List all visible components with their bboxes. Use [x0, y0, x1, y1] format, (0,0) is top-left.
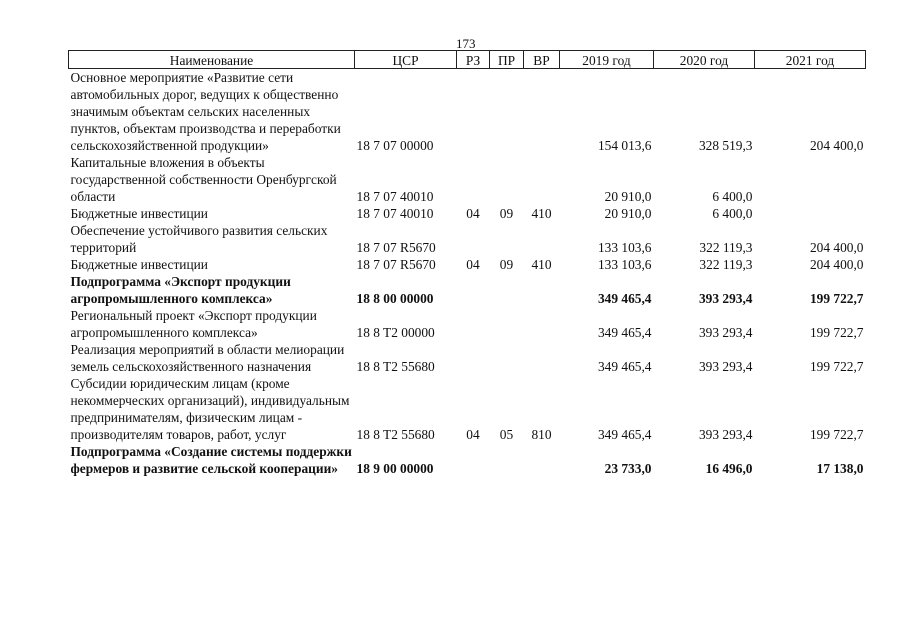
row-vr — [524, 307, 560, 341]
row-amount-2021: 204 400,0 — [809, 138, 864, 153]
row-name: Подпрограмма «Создание системы поддержки фермеров и развитие сельской кооперации» — [70, 444, 352, 476]
row-csr: 18 8 T2 55680 — [356, 359, 435, 374]
col-header-name: Наименование — [69, 51, 355, 69]
row-vr: 410 — [531, 257, 552, 272]
row-amount-2019: 349 465,4 — [597, 359, 652, 374]
row-pr: 05 — [499, 427, 514, 442]
row-amount-2021: 199 722,7 — [809, 359, 864, 374]
row-amount-2019: 23 733,0 — [604, 461, 652, 476]
row-pr — [490, 307, 524, 341]
row-name: Реализация мероприятий в области мелиорации земель сельскохозяйственного назначения — [70, 342, 345, 374]
row-vr — [524, 443, 560, 477]
page-number: 173 — [456, 36, 476, 51]
row-name: Обеспечение устойчивого развития сельских территорий — [70, 223, 328, 255]
row-pr: 09 — [499, 257, 514, 272]
row-pr — [490, 273, 524, 307]
row-csr: 18 7 07 R5670 — [356, 257, 436, 272]
table-row — [69, 307, 866, 341]
row-pr — [490, 341, 524, 375]
row-rz — [457, 69, 490, 155]
col-header-2019: 2019 год — [560, 51, 654, 69]
table-row — [69, 154, 866, 205]
row-amount-2021: 204 400,0 — [809, 257, 864, 272]
row-csr: 18 8 T2 00000 — [356, 325, 435, 340]
row-pr — [490, 154, 524, 205]
row-vr — [524, 69, 560, 155]
row-vr — [524, 341, 560, 375]
row-rz — [457, 154, 490, 205]
table-body — [69, 69, 866, 478]
row-rz: 04 — [466, 257, 480, 272]
row-amount-2019: 154 013,6 — [597, 138, 652, 153]
row-csr: 18 8 00 00000 — [356, 291, 434, 306]
row-vr: 810 — [531, 427, 552, 442]
row-name: Региональный проект «Экспорт продукции агропромышленного комплекса» — [70, 308, 317, 340]
table-row — [69, 341, 866, 375]
col-header-2021: 2021 год — [755, 51, 866, 69]
row-name: Бюджетные инвестиции — [70, 257, 208, 272]
table-row — [69, 69, 866, 155]
row-vr — [524, 222, 560, 256]
row-amount-2021 — [755, 154, 866, 205]
row-rz: 04 — [466, 206, 480, 221]
row-amount-2019: 349 465,4 — [597, 291, 652, 306]
row-name: Основное мероприятие «Развитие сети автомобильных дорог, ведущих к общественно значимым объектам сельских населенных пунктов, объектам производства и переработки сельскохозяйственной продукции» — [70, 70, 341, 153]
row-amount-2019: 349 465,4 — [597, 325, 652, 340]
row-csr: 18 7 07 00000 — [356, 138, 434, 153]
row-amount-2021: 17 138,0 — [816, 461, 864, 476]
table-row — [69, 205, 866, 222]
row-vr — [524, 273, 560, 307]
row-amount-2020: 322 119,3 — [699, 240, 753, 255]
row-amount-2020: 393 293,4 — [698, 427, 753, 442]
row-amount-2021: 204 400,0 — [809, 240, 864, 255]
row-pr — [490, 222, 524, 256]
row-amount-2019: 20 910,0 — [604, 189, 652, 204]
row-rz — [457, 341, 490, 375]
table-row — [69, 273, 866, 307]
row-amount-2019: 133 103,6 — [597, 240, 652, 255]
row-pr — [490, 443, 524, 477]
row-amount-2021 — [755, 205, 866, 222]
row-csr: 18 7 07 40010 — [356, 189, 434, 204]
row-name: Капитальные вложения в объекты государственной собственности Оренбургской области — [70, 155, 337, 204]
row-pr — [490, 69, 524, 155]
row-csr: 18 7 07 40010 — [356, 206, 434, 221]
row-vr — [524, 154, 560, 205]
row-amount-2019: 20 910,0 — [604, 206, 652, 221]
row-rz — [457, 443, 490, 477]
budget-table — [68, 50, 866, 477]
row-name: Субсидии юридическим лицам (кроме некоммерческих организаций), индивидуальным предпринимателям, физическим лицам - производителям товаров, работ, услуг — [70, 376, 350, 442]
col-header-2020: 2020 год — [654, 51, 755, 69]
row-amount-2020: 6 400,0 — [712, 206, 753, 221]
table-row — [69, 443, 866, 477]
row-amount-2020: 393 293,4 — [698, 325, 753, 340]
row-amount-2020: 322 119,3 — [699, 257, 753, 272]
row-amount-2019: 349 465,4 — [597, 427, 652, 442]
col-header-pr: ПР — [490, 51, 524, 69]
row-name: Бюджетные инвестиции — [70, 206, 208, 221]
row-csr: 18 8 T2 55680 — [356, 427, 435, 442]
row-amount-2021: 199 722,7 — [809, 325, 864, 340]
row-pr: 09 — [499, 206, 514, 221]
row-amount-2019: 133 103,6 — [597, 257, 652, 272]
row-amount-2020: 6 400,0 — [712, 189, 753, 204]
row-csr: 18 9 00 00000 — [356, 461, 434, 476]
col-header-rz: РЗ — [457, 51, 490, 69]
row-vr: 410 — [531, 206, 552, 221]
table-row — [69, 222, 866, 256]
row-rz — [457, 307, 490, 341]
row-amount-2021: 199 722,7 — [809, 291, 864, 306]
table-row — [69, 256, 866, 273]
row-amount-2020: 16 496,0 — [705, 461, 753, 476]
row-amount-2020: 393 293,4 — [698, 359, 753, 374]
row-amount-2020: 393 293,4 — [698, 291, 753, 306]
row-rz: 04 — [466, 427, 480, 442]
table-header-row — [69, 51, 866, 69]
row-rz — [457, 273, 490, 307]
row-amount-2020: 328 519,3 — [698, 138, 753, 153]
row-name: Подпрограмма «Экспорт продукции агропромышленного комплекса» — [70, 274, 291, 306]
row-csr: 18 7 07 R5670 — [356, 240, 436, 255]
row-rz — [457, 222, 490, 256]
col-header-vr: ВР — [524, 51, 560, 69]
row-amount-2021: 199 722,7 — [809, 427, 864, 442]
table-row — [69, 375, 866, 443]
col-header-csr: ЦСР — [355, 51, 457, 69]
